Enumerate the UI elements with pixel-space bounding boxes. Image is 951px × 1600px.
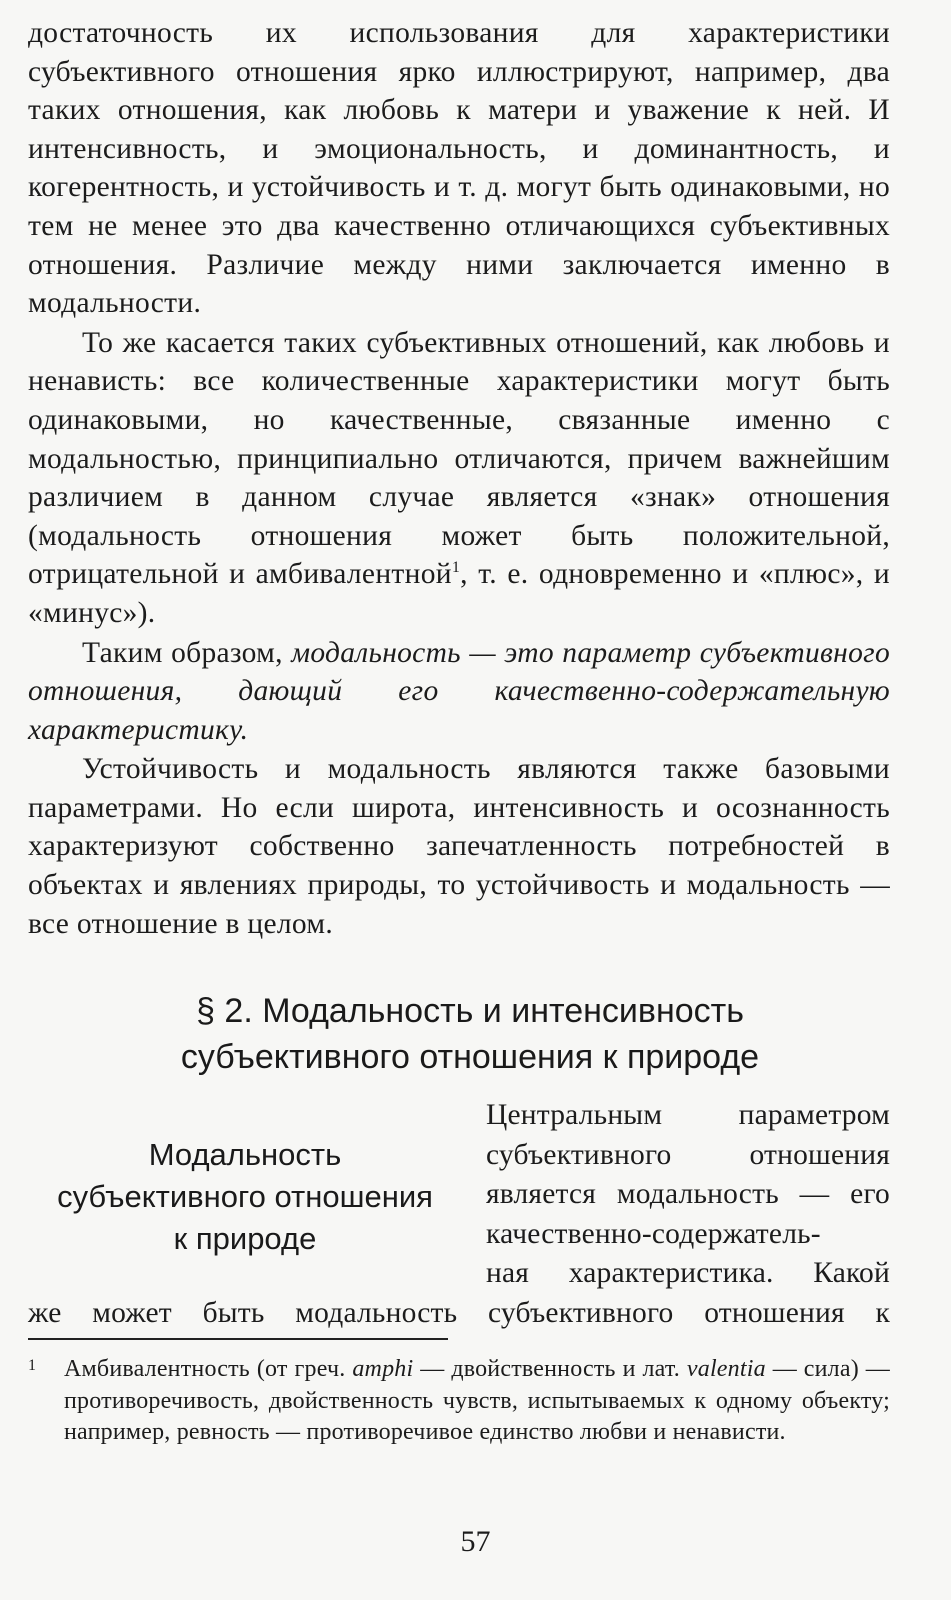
footnote-divider (28, 1338, 448, 1340)
side-line-3: является модальность — его (486, 1178, 890, 1211)
section-heading-line-2: субъективного отношения к природе (180, 1038, 760, 1076)
paragraph-3-definition (28, 634, 890, 750)
main-text (28, 14, 890, 943)
paragraph-3-italic: модальность — это параметр субъективного отношения, дающий его качественно-содержательную характеристику. (28, 636, 891, 746)
subsection-heading-line-1: Модальность (148, 1137, 342, 1172)
footnote-text-3: — сила) — противоречивость, двойственность чувств, испытываемых к одному объекту; например, ревность — противоречивое единство любви и ненависти. (64, 1356, 890, 1445)
side-line-1: Центральным параметром (486, 1099, 890, 1131)
footnote-text-1: Амбивалентность (от греч. (64, 1356, 353, 1382)
side-line-5: ная характеристика. Какой (486, 1257, 890, 1290)
section-heading-line-1: § 2. Модальность и интенсивность (196, 992, 744, 1030)
paragraph-3-lead: Таким образом, (82, 636, 292, 669)
subsection-heading-line-3: к природе (173, 1221, 317, 1256)
footnote-reference[interactable]: 1 (451, 559, 461, 577)
side-line-4: качественно-содержатель- (486, 1217, 821, 1250)
footnote-mark: 1 (28, 1357, 37, 1374)
page-number: 57 (460, 1525, 491, 1558)
subsection-heading (28, 1134, 462, 1260)
subsection-heading-line-2: субъективного отношения (57, 1179, 433, 1214)
paragraph-1: достаточность их использования для характеристики субъективного отношения ярко иллюстрируют, например, два таких отношения, как любовь к матери и уважение к ней. И интенсивность, и эмоциональность, и доминантность, и когерентность, и устойчивость и т. д. могут быть одинаковыми, но тем не менее это два качественно отличающихся субъективных отношения. Различие между ними заключается именно в модальности. (28, 17, 890, 320)
footnote (28, 1354, 890, 1449)
paragraph-2 (28, 324, 890, 633)
side-line-2: субъективного отношения (486, 1138, 890, 1171)
paragraph-2-text-b: , т. е. одновременно и «плюс», и «минус»). (28, 558, 890, 629)
footnote-text (64, 1354, 890, 1449)
footnote-term-amphi: amphi (352, 1356, 414, 1382)
footnote-term-valentia: valentia (686, 1356, 766, 1382)
paragraph-4: Устойчивость и модальность являются также базовыми параметрами. Но если широта, интенсивность и осознанность характеризуют собственно запечатленность потребностей в объектах и явлениях природы, то устойчивость и модальность — все отношение в целом. (28, 753, 890, 940)
section-heading (60, 988, 880, 1080)
footnote-text-2: — двойственность и лат. (413, 1356, 687, 1382)
side-column-text (486, 1096, 890, 1294)
paragraph-2-text-a: То же касается таких субъективных отношений, как любовь и ненависть: все количественные характеристики могут быть одинаковыми, но качественные, связанные именно с модальностью, принципиально отличаются, причем важнейшим различием в данном случае является «знак» отношения (модальность отношения может быть положительной, отрицательной и амбивалентной (28, 326, 890, 591)
continuation-line: же может быть модальность субъективного отношения к (28, 1297, 890, 1329)
